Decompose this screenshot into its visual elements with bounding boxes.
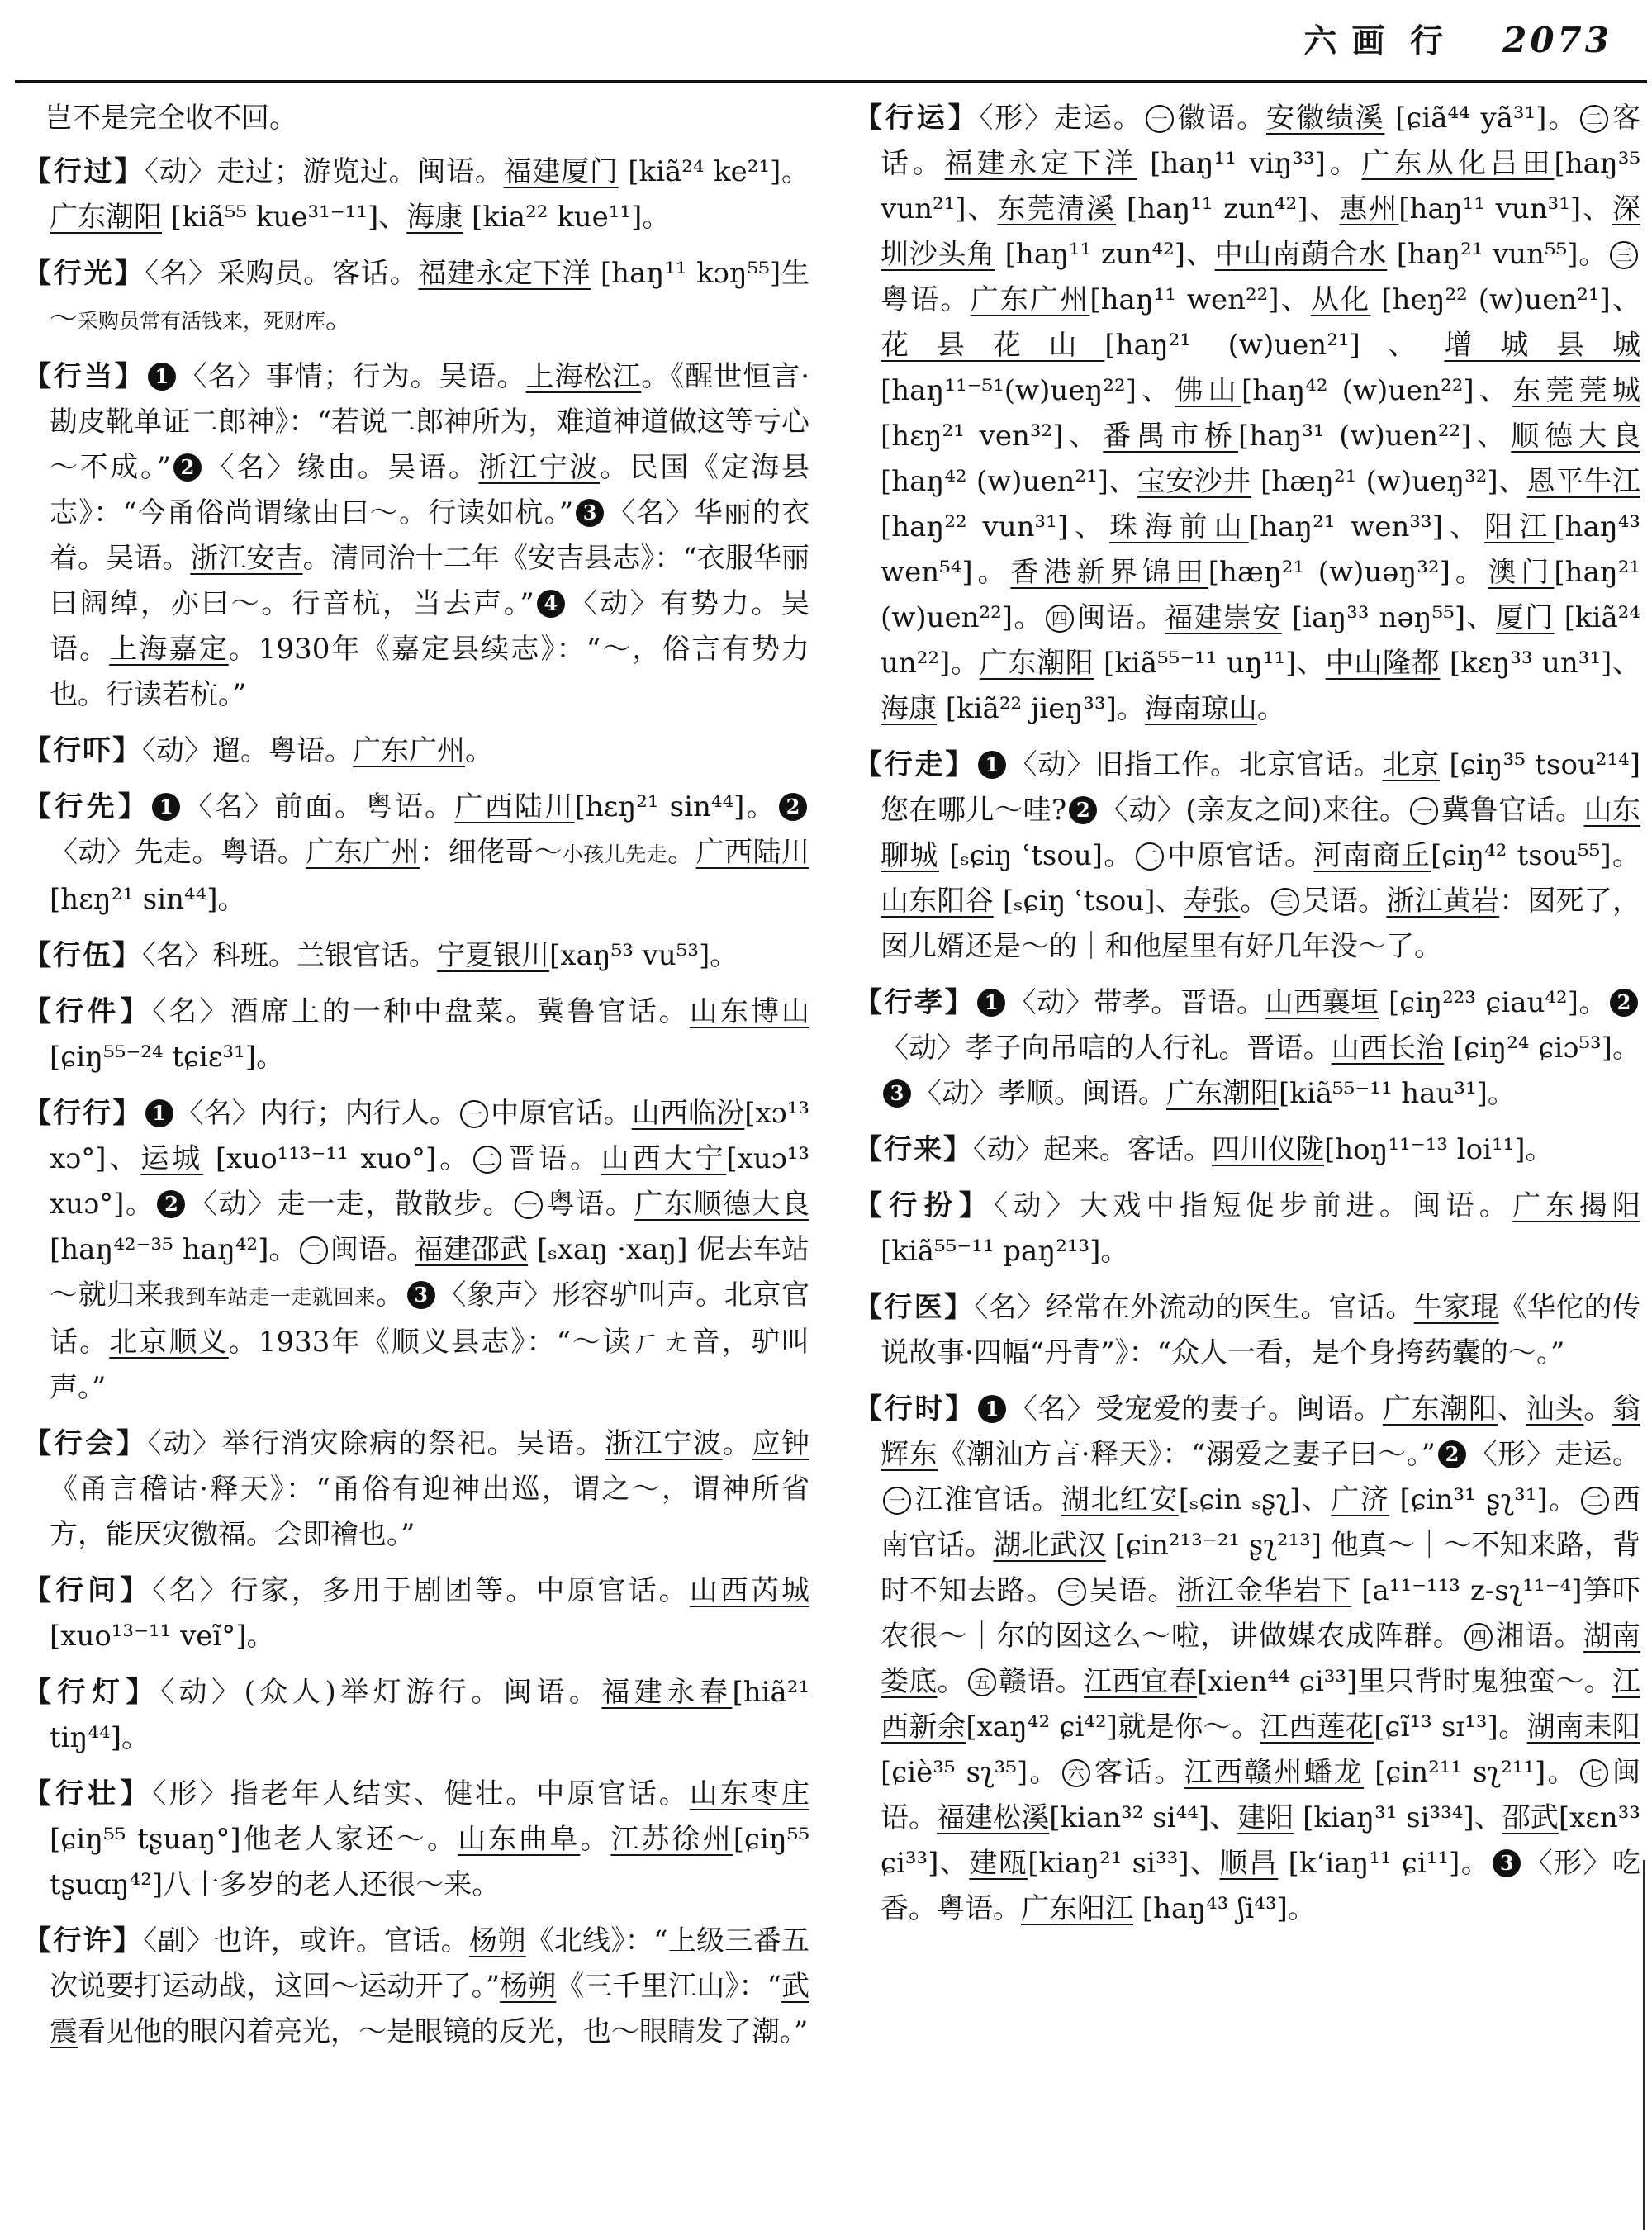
proper-noun: 运城 xyxy=(140,1142,204,1175)
dictionary-entry xyxy=(854,1184,1640,1274)
entry-body: 1 〈动〉带孝。晋语。山西襄垣 [ɕiŋ²²³ ɕiau⁴²]。 2〈动〉孝子向吊唁的人行礼。晋语。山西长治 [ɕiŋ²⁴ ɕiɔ⁵³]。3 〈动〉孝顺。闽语。广东潮阳[kiã⁵⁵⁻¹¹ hau³¹]。 xyxy=(881,986,1641,1110)
proper-noun: 湖北红安 xyxy=(1061,1483,1179,1516)
proper-noun: 广东从化吕田 xyxy=(1361,147,1555,180)
dictionary-entry xyxy=(854,96,1640,732)
proper-noun: 杨朔 xyxy=(468,1924,526,1957)
proper-noun: 阳江 xyxy=(1484,510,1555,543)
continuation-text: 岂不是完全收不回。 xyxy=(45,102,297,135)
proper-noun: 花县花山 xyxy=(881,329,1105,362)
page-edge-line xyxy=(1643,1860,1645,2230)
proper-noun: 杨朔 xyxy=(500,1970,557,2003)
proper-noun: 上海嘉定 xyxy=(109,633,229,666)
proper-noun: 中山隆都 xyxy=(1325,647,1441,680)
proper-noun: 邵武 xyxy=(1502,1801,1559,1834)
proper-noun: 广东潮阳 xyxy=(50,201,162,234)
proper-noun: 东莞莞城 xyxy=(1512,374,1640,407)
sense-number-icon: 3 xyxy=(1493,1849,1521,1877)
dictionary-entry xyxy=(854,1387,1640,1932)
sense-number-icon: 1 xyxy=(152,793,180,821)
subsense-number-icon: 二 xyxy=(1580,105,1608,133)
proper-noun: 珠海前山 xyxy=(1109,510,1249,543)
proper-noun: 山东枣庄 xyxy=(689,1777,810,1810)
dictionary-entry xyxy=(23,1421,809,1558)
proper-noun: 广济 xyxy=(1331,1483,1390,1516)
proper-noun: 山东聊城 xyxy=(881,794,1641,872)
proper-noun: 广东潮阳 xyxy=(1166,1077,1279,1110)
proper-noun: 福建厦门 xyxy=(503,155,619,188)
entry-body: 〈名〉酒席上的一种中盘菜。冀鲁官话。山东博山[ɕiŋ⁵⁵⁻²⁴ tɕiɛ³¹]。 xyxy=(50,995,810,1074)
proper-noun: 广西陆川 xyxy=(454,790,575,823)
sense-number-icon: 1 xyxy=(978,1395,1006,1423)
dictionary-entry xyxy=(854,1127,1640,1173)
dictionary-entry xyxy=(23,1670,809,1761)
proper-noun: 武震 xyxy=(50,1970,809,2048)
subsense-number-icon: 六 xyxy=(1062,1759,1090,1787)
subsense-number-icon: 二 xyxy=(1581,1487,1609,1515)
proper-noun: 汕头 xyxy=(1526,1393,1584,1426)
subsense-number-icon: 二 xyxy=(1136,842,1164,871)
entry-body: 〈名〉采购员。客话。福建永定下洋 [haŋ¹¹ kɔŋ⁵⁵]生～采购员常有活钱来，死财库。 xyxy=(50,257,810,335)
proper-noun: 福建永定下洋 xyxy=(418,257,591,290)
proper-noun: 安徽绩溪 xyxy=(1265,102,1385,135)
proper-noun: 广东潮阳 xyxy=(1382,1393,1498,1426)
proper-noun: 浙江安吉 xyxy=(190,542,303,575)
sense-number-icon: 3 xyxy=(407,1281,435,1309)
proper-noun: 山西襄垣 xyxy=(1265,986,1379,1019)
subsense-number-icon: 三 xyxy=(1271,888,1299,916)
entry-headword: 【行医】 xyxy=(854,1291,975,1324)
sense-number-icon: 2 xyxy=(1438,1440,1466,1468)
subsense-number-icon: 三 xyxy=(1610,241,1638,269)
entry-body: 1 〈名〉前面。粤语。广西陆川[hɛŋ²¹ sin⁴⁴]。 2〈动〉先走。粤语。广东广州：细佬哥～小孩儿先走。广西陆川[hɛŋ²¹ sin⁴⁴]。 xyxy=(50,790,810,916)
entry-headword: 【行吓】 xyxy=(23,734,142,767)
subsense-number-icon: 二 xyxy=(300,1236,328,1264)
proper-noun: 应钟 xyxy=(752,1427,810,1460)
proper-noun: 浙江金华岩下 xyxy=(1176,1574,1352,1607)
dictionary-entry xyxy=(23,1919,809,2055)
proper-noun: 山西长治 xyxy=(1331,1032,1445,1065)
right-column xyxy=(854,96,1640,1943)
dictionary-entry xyxy=(23,251,809,344)
proper-noun: 从化 xyxy=(1310,283,1371,316)
proper-noun: 江西宜春 xyxy=(1083,1665,1198,1698)
proper-noun: 广东广州 xyxy=(970,283,1090,316)
proper-noun: 寿张 xyxy=(1183,885,1241,918)
dictionary-entry xyxy=(23,1091,809,1411)
proper-noun: 广东广州 xyxy=(306,836,420,869)
proper-noun: 宝安沙井 xyxy=(1137,465,1251,498)
small-gloss: 我到车站走一走就回来 xyxy=(164,1285,377,1309)
proper-noun: 山东博山 xyxy=(689,995,810,1028)
proper-noun: 福建永定下洋 xyxy=(944,147,1137,180)
proper-noun: 北京顺义 xyxy=(109,1326,229,1359)
entry-body: 〈形〉走运。 一 徽语。安徽绩溪 [ɕiã⁴⁴ yã³¹]。 二 客话。福建永定下洋 [haŋ¹¹ viŋ³³]。广东从化吕田[haŋ³⁵ vun²¹]、东莞清溪 [haŋ¹¹ zun⁴²]、惠州[haŋ¹¹ vun³¹]、深圳沙头角 [haŋ¹¹ zun⁴²]、中山南蓢合水 [haŋ²¹ vun⁵⁵]。 三粤语。广东广州[haŋ¹¹ wen²²]、从化 [heŋ²² (w)uen²¹]、花县花山[haŋ²¹ (w)uen²¹]、增城县城[haŋ¹¹⁻⁵¹(w)ueŋ²²]、佛山[haŋ⁴² (w)uen²²]、东莞莞城[hɛŋ²¹ ven³²]、番禺市桥[haŋ³¹ (w)uen²²]、顺德大良 [haŋ⁴² (w)uen²¹]、宝安沙井 [hæŋ²¹ (w)ueŋ³²]、恩平牛江[haŋ²² vun³¹]、珠海前山[haŋ²¹ wen³³]、阳江[haŋ⁴³ wen⁵⁴]。香港新界锦田[hæŋ²¹ (w)uəŋ³²]。澳门[haŋ²¹ (w)uen²²]。 四 闽语。福建崇安 [iaŋ³³ nəŋ⁵⁵]、厦门 [kiã²⁴ un²²]。广东潮阳 [kiã⁵⁵⁻¹¹ uŋ¹¹]、中山隆都 [kɛŋ³³ un³¹]、海康 [kiã²² jieŋ³³]。海南琼山。 xyxy=(881,102,1641,725)
subsense-number-icon: 二 xyxy=(473,1146,501,1174)
proper-noun: 增城县城 xyxy=(1444,329,1640,362)
proper-noun: 江西新余 xyxy=(881,1665,1641,1744)
entry-body: 〈形〉指老年人结实、健壮。中原官话。山东枣庄[ɕiŋ⁵⁵ tʂuaŋ°]他老人家还～。山东曲阜。江苏徐州[ɕiŋ⁵⁵ tʂuɑŋ⁴²]八十多岁的老人还很～来。 xyxy=(50,1777,810,1901)
entry-headword: 【行先】 xyxy=(23,790,150,823)
proper-noun: 顺昌 xyxy=(1219,1847,1279,1880)
entry-headword: 【行当】 xyxy=(23,360,145,393)
small-gloss: 采购员常有活钱来，死财库 xyxy=(78,309,326,333)
header-rule xyxy=(15,80,1647,83)
proper-noun: 福建松溪 xyxy=(937,1801,1050,1834)
subsense-number-icon: 一 xyxy=(883,1487,911,1515)
entry-headword: 【行壮】 xyxy=(23,1777,153,1810)
dictionary-entry xyxy=(23,1772,809,1908)
dictionary-entry xyxy=(23,989,809,1080)
entry-body: 〈副〉也许，或许。官话。杨朔《北线》：“上级三番五次说要打运动战，这回～运动开了。”杨朔《三千里江山》：“武震看见他的眼闪着亮光，～是眼镜的反光，也～眼睛发了潮。” xyxy=(50,1924,810,2048)
sense-number-icon: 1 xyxy=(978,751,1006,779)
dictionary-entry xyxy=(23,933,809,979)
entry-body: 1 〈名〉内行；内行人。 一 中原官话。山西临汾[xɔ¹³ xɔ°]、运城 [xuo¹¹³⁻¹¹ xuo°]。 二 晋语。山西大宁[xuɔ¹³ xuɔ°]。 2 〈动〉走一走，散散步。 一 粤语。广东顺德大良 [haŋ⁴²⁻³⁵ haŋ⁴²]。 二 闽语。福建邵武 [ₛxaŋ ·xaŋ] 伲去车站～就归来我到车站走一走就回来。 3 〈象声〉形容驴叫声。北京官话。北京顺义。1933年《顺义县志》：“～读ㄏㄤ音，驴叫声。” xyxy=(50,1097,810,1404)
proper-noun: 福建永春 xyxy=(601,1676,733,1709)
proper-noun: 惠州 xyxy=(1339,192,1399,225)
entry-body: 〈动〉(众人)举灯游行。闽语。福建永春[hiã²¹ tiŋ⁴⁴]。 xyxy=(50,1676,810,1754)
entry-body: 〈动〉遛。粤语。广东广州。 xyxy=(142,734,493,767)
proper-noun: 浙江宁波 xyxy=(605,1427,723,1460)
dictionary-entry xyxy=(23,785,809,923)
sense-number-icon: 3 xyxy=(883,1079,911,1108)
proper-noun: 佛山 xyxy=(1175,374,1241,407)
proper-noun: 上海松江 xyxy=(525,360,642,393)
dictionary-entry xyxy=(23,1568,809,1659)
proper-noun: 浙江宁波 xyxy=(478,451,601,484)
entry-body: 1 〈动〉旧指工作。北京官话。北京 [ɕiŋ³⁵ tsou²¹⁴]您在哪儿～哇? 2 〈动〉(亲友之间)来往。 一 冀鲁官话。山东聊城 [ₛɕiŋ ʿtsou]。 二 中原官话。河南商丘[ɕiŋ⁴² tsou⁵⁵]。山东阳谷 [ₛɕiŋ ʿtsou]、寿张。 三 吴语。浙江黄岩：囡死了，囡儿婿还是～的｜和他屋里有好几年没～了。 xyxy=(881,748,1641,963)
dictionary-entry xyxy=(854,743,1640,970)
entry-body: 〈名〉科班。兰银官话。宁夏银川[xaŋ⁵³ vu⁵³]。 xyxy=(142,939,738,972)
proper-noun: 广东广州 xyxy=(353,734,465,767)
proper-noun: 海南琼山 xyxy=(1144,692,1257,725)
proper-noun: 江西莲花 xyxy=(1260,1710,1374,1744)
dictionary-entry xyxy=(854,980,1640,1117)
entry-headword: 【行伍】 xyxy=(23,939,142,972)
subsense-number-icon: 一 xyxy=(1146,105,1174,133)
subsense-number-icon: 四 xyxy=(1046,605,1074,633)
proper-noun: 湖北武汉 xyxy=(993,1529,1106,1562)
sense-number-icon: 2 xyxy=(157,1190,185,1218)
proper-noun: 建瓯 xyxy=(969,1847,1028,1880)
proper-noun: 广东顺德大良 xyxy=(634,1188,810,1221)
sense-number-icon: 2 xyxy=(173,453,202,482)
dictionary-entry xyxy=(23,149,809,240)
section-headword-char: 行 xyxy=(1410,21,1444,60)
subsense-number-icon: 一 xyxy=(515,1191,543,1219)
proper-noun: 宁夏银川 xyxy=(437,939,549,972)
page-number: 2073 xyxy=(1502,20,1612,60)
proper-noun: 山西芮城 xyxy=(689,1574,810,1607)
entry-headword: 【行灯】 xyxy=(23,1676,161,1709)
sense-number-icon: 2 xyxy=(1069,796,1097,824)
running-header xyxy=(1303,15,1612,62)
proper-noun: 澳门 xyxy=(1488,556,1555,589)
subsense-number-icon: 四 xyxy=(1464,1623,1493,1651)
entry-headword: 【行许】 xyxy=(23,1924,144,1957)
sense-number-icon: 1 xyxy=(977,989,1005,1017)
entry-body: 〈名〉经常在外流动的医生。官话。牛家琨《华佗的传说故事·四幅“丹青”》：“众人一看，是个身挎药囊的～。” xyxy=(881,1291,1641,1369)
proper-noun: 福建邵武 xyxy=(415,1233,529,1266)
proper-noun: 江苏徐州 xyxy=(610,1823,733,1856)
entry-body: 〈动〉走过；游览过。闽语。福建厦门 [kiã²⁴ ke²¹]。广东潮阳 [kiã⁵⁵ kue³¹⁻¹¹]、海康 [kia²² kue¹¹]。 xyxy=(50,155,810,234)
subsense-number-icon: 七 xyxy=(1580,1759,1608,1787)
sense-number-icon: 1 xyxy=(145,1099,173,1127)
proper-noun: 广东揭阳 xyxy=(1512,1189,1641,1222)
proper-noun: 中山南蓢合水 xyxy=(1214,238,1388,271)
dictionary-entry xyxy=(23,354,809,718)
proper-noun: 浙江黄岩 xyxy=(1386,885,1500,918)
subsense-number-icon: 一 xyxy=(1410,797,1438,825)
entry-body: 1 〈名〉事情；行为。吴语。上海松江。《醒世恒言·勘皮靴单证二郎神》：“若说二郎神所为，难道神道做这等亏心～不成。” 2 〈名〉缘由。吴语。浙江宁波。民国《定海县志》：“今甬俗尚谓缘由曰～。行读如杭。” 3 〈名〉华丽的衣着。吴语。浙江安吉。清同治十二年《安吉县志》：“衣服华丽曰阔绰，亦曰～。行音杭，当去声。” 4 〈动〉有势力。吴语。上海嘉定。1930年《嘉定县续志》：“～，俗言有势力也。行读若杭。” xyxy=(50,360,810,711)
entry-headword: 【行孝】 xyxy=(854,986,976,1019)
proper-noun: 翁辉东 xyxy=(881,1393,1641,1471)
entry-headword: 【行运】 xyxy=(854,102,980,135)
entry-headword: 【行问】 xyxy=(23,1574,153,1607)
sense-number-icon: 1 xyxy=(148,363,176,391)
sense-number-icon: 4 xyxy=(537,590,565,618)
left-column xyxy=(23,96,809,2066)
dictionary-entry xyxy=(854,1285,1640,1376)
subsense-number-icon: 五 xyxy=(968,1668,996,1696)
entry-headword: 【行光】 xyxy=(23,257,145,290)
entry-headword: 【行过】 xyxy=(23,155,145,188)
sense-number-icon: 2 xyxy=(779,793,807,821)
proper-noun: 山东阳谷 xyxy=(881,885,994,918)
subsense-number-icon: 一 xyxy=(460,1100,488,1128)
proper-noun: 山西大宁 xyxy=(601,1142,727,1175)
entry-headword: 【行扮】 xyxy=(854,1189,995,1222)
entry-body: 1 〈名〉受宠爱的妻子。闽语。广东潮阳、汕头。翁辉东《潮汕方言·释天》：“溺爱之妻子曰～。” 2 〈形〉走运。一 江淮官话。湖北红安[ₛɕin ₛʂʅ]、广济 [ɕin³¹ ʂʅ³¹]。 二 西南官话。湖北武汉 [ɕin²¹³⁻²¹ ʂʅ²¹³] 他真～｜～不知来路，背时不知去路。 三 吴语。浙江金华岩下 [a¹¹⁻¹¹³ z-sʅ¹¹⁻⁴]笋吓农很～｜尔的囡这么～啦，讲做媒农成阵群。 四 湘语。湖南娄底。 五 赣语。江西宜春[xien⁴⁴ ɕi³³]里只背时鬼独蛮～。江西新余[xaŋ⁴² ɕi⁴²]就是你～。江西莲花[ɕĩ¹³ sɪ¹³]。湖南耒阳 [ɕiè³⁵ sʅ³⁵]。 六 客话。江西赣州蟠龙 [ɕin²¹¹ sʅ²¹¹]。 七 闽语。福建松溪[kian³² si⁴⁴]、建阳 [kiaŋ³¹ si³³⁴]、邵武[xɛn³³ ɕi³³]、建瓯[kiaŋ²¹ si³³]、顺昌 [kʻiaŋ¹¹ ɕi¹¹]。 3 〈形〉吃香。粤语。广东阳江 [haŋ⁴³ ʃi⁴³]。 xyxy=(881,1393,1641,1925)
proper-noun: 山西临汾 xyxy=(631,1097,745,1130)
proper-noun: 海康 xyxy=(406,201,463,234)
dictionary-entry xyxy=(23,728,809,774)
proper-noun: 香港新界锦田 xyxy=(1010,556,1208,589)
entry-body: 〈名〉行家，多用于剧团等。中原官话。山西芮城[xuo¹³⁻¹¹ veĩ°]。 xyxy=(50,1574,810,1653)
entry-headword: 【行行】 xyxy=(23,1097,143,1130)
proper-noun: 北京 xyxy=(1382,748,1440,781)
proper-noun: 海康 xyxy=(881,692,937,725)
proper-noun: 湖南耒阳 xyxy=(1526,1710,1641,1744)
proper-noun: 顺德大良 xyxy=(1511,420,1640,453)
proper-noun: 湖南娄底 xyxy=(881,1620,1641,1698)
small-gloss: 小孩儿先走 xyxy=(562,842,668,866)
proper-noun: 广东潮阳 xyxy=(979,647,1094,680)
proper-noun: 牛家琨 xyxy=(1413,1291,1499,1324)
running-header-section xyxy=(1303,15,1443,62)
proper-noun: 河南商丘 xyxy=(1313,839,1431,872)
subsense-number-icon: 三 xyxy=(1058,1578,1086,1606)
proper-noun: 厦门 xyxy=(1495,601,1555,634)
proper-noun: 山东曲阜 xyxy=(458,1823,581,1856)
proper-noun: 建阳 xyxy=(1237,1801,1294,1834)
proper-noun: 四川仪陇 xyxy=(1212,1133,1324,1166)
proper-noun: 东莞清溪 xyxy=(997,192,1117,225)
sense-number-icon: 3 xyxy=(576,499,604,527)
entry-headword: 【行时】 xyxy=(854,1393,976,1426)
proper-noun: 恩平牛江 xyxy=(1526,465,1640,498)
proper-noun: 福建崇安 xyxy=(1165,601,1282,634)
entry-body: 〈动〉大戏中指短促步前进。闽语。广东揭阳 [kiã⁵⁵⁻¹¹ paŋ²¹³]。 xyxy=(881,1189,1641,1268)
proper-noun: 江西赣州蟠龙 xyxy=(1184,1756,1365,1789)
entry-headword: 【行来】 xyxy=(854,1133,973,1166)
entry-headword: 【行会】 xyxy=(23,1427,148,1460)
proper-noun: 广西陆川 xyxy=(695,836,810,869)
proper-noun: 深圳沙头角 xyxy=(881,192,1641,271)
stroke-section-label: 六画 xyxy=(1303,21,1400,60)
entry-body: 〈动〉起来。客话。四川仪陇[hoŋ¹¹⁻¹³ loi¹¹]。 xyxy=(973,1133,1554,1166)
sense-number-icon: 2 xyxy=(1610,989,1638,1017)
entry-headword: 【行件】 xyxy=(23,995,153,1028)
proper-noun: 番禺市桥 xyxy=(1103,420,1238,453)
proper-noun: 广东阳江 xyxy=(1021,1892,1133,1925)
entry-headword: 【行走】 xyxy=(854,748,976,781)
entry-body: 〈动〉举行消灾除病的祭祀。吴语。浙江宁波。应钟《甬言稽诂·释天》：“甬俗有迎神出巡，谓之～，谓神所省方，能厌灾徼福。会即禬也。” xyxy=(50,1427,810,1551)
